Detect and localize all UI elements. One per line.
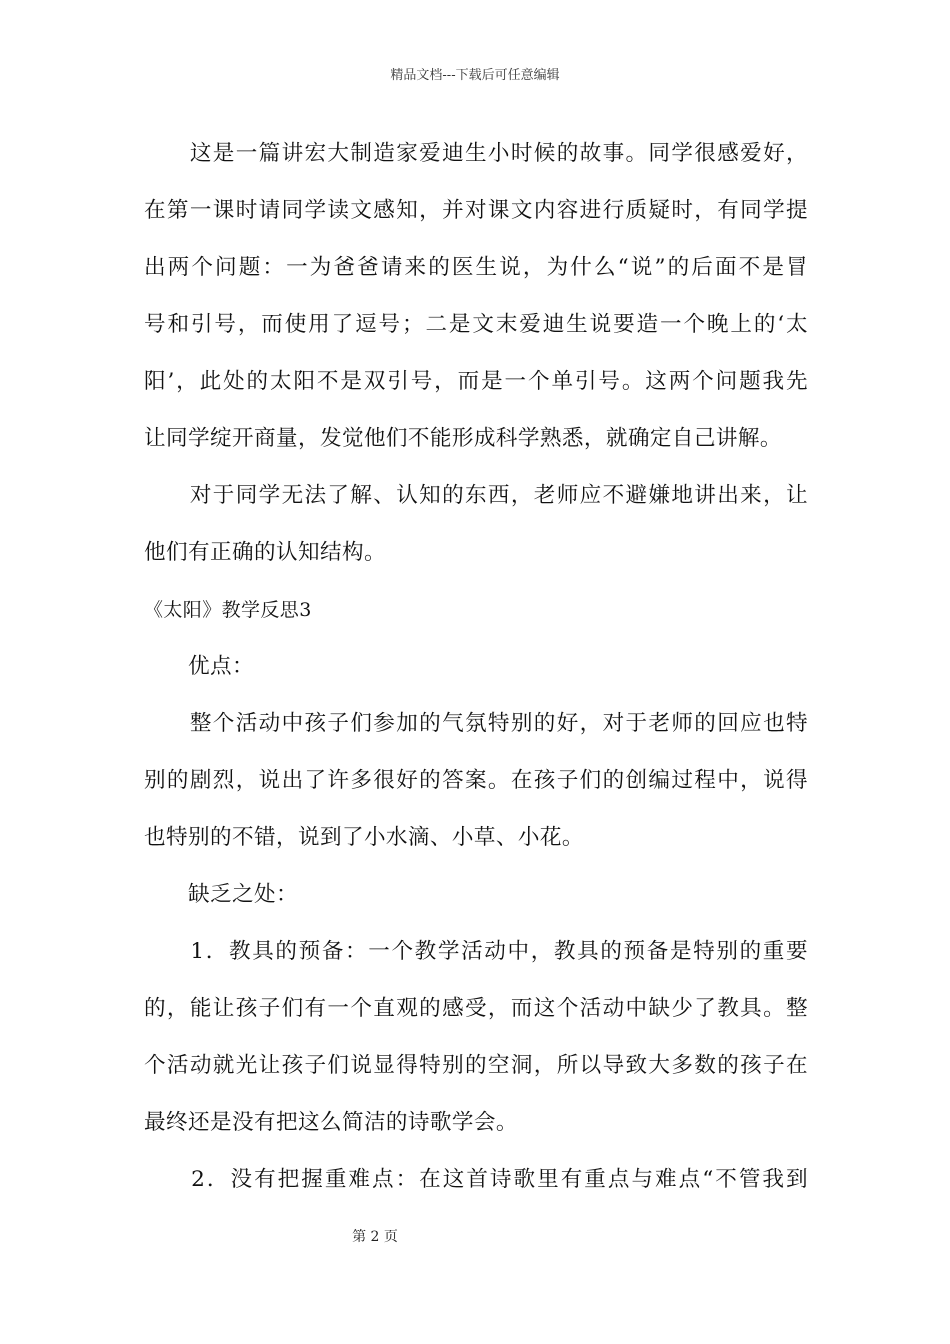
page-number: 第 2 页 [352,1229,398,1245]
text-line: 对于同学无法了解、认知的东西，老师应不避嫌地讲出来，让 [144,483,808,508]
text-line: 最终还是没有把这么简洁的诗歌学会。 [144,1110,518,1135]
text-line: 他们有正确的认知结构。 [144,540,386,565]
text-line: 优点： [144,654,254,679]
text-line: 1．教具的预备：一个教学活动中，教具的预备是特别的重要 [144,939,808,964]
text-line: 2．没有把握重难点：在这首诗歌里有重点与难点“不管我到 [144,1167,808,1192]
text-line: 整个活动中孩子们参加的气氛特别的好，对于老师的回应也特 [144,711,808,736]
text-line: 阳’，此处的太阳不是双引号，而是一个单引号。这两个问题我先 [144,369,808,394]
text-line: 个活动就光让孩子们说显得特别的空洞，所以导致大多数的孩子在 [144,1053,808,1078]
text-line: 号和引号，而使用了逗号；二是文末爱迪生说要造一个晚上的‘太 [144,312,808,337]
text-line: 也特别的不错，说到了小水滴、小草、小花。 [144,825,584,850]
page-header: 精品文档---下载后可任意编辑 [390,68,560,83]
text-line: 这是一篇讲宏大制造家爱迪生小时候的故事。同学很感爱好， [144,141,808,166]
text-line: 的，能让孩子们有一个直观的感受，而这个活动中缺少了教具。整 [144,996,808,1021]
text-line: 缺乏之处： [144,882,298,907]
text-line: 在第一课时请同学读文感知，并对课文内容进行质疑时，有同学提 [144,198,808,223]
text-line: 别的剧烈，说出了许多很好的答案。在孩子们的创编过程中，说得 [144,768,808,793]
section-heading: 《太阳》教学反思3 [144,599,312,621]
text-line: 出两个问题：一为爸爸请来的医生说，为什么“说”的后面不是冒 [144,255,808,280]
text-line: 让同学绽开商量，发觉他们不能形成科学熟悉，就确定自己讲解。 [144,426,782,451]
